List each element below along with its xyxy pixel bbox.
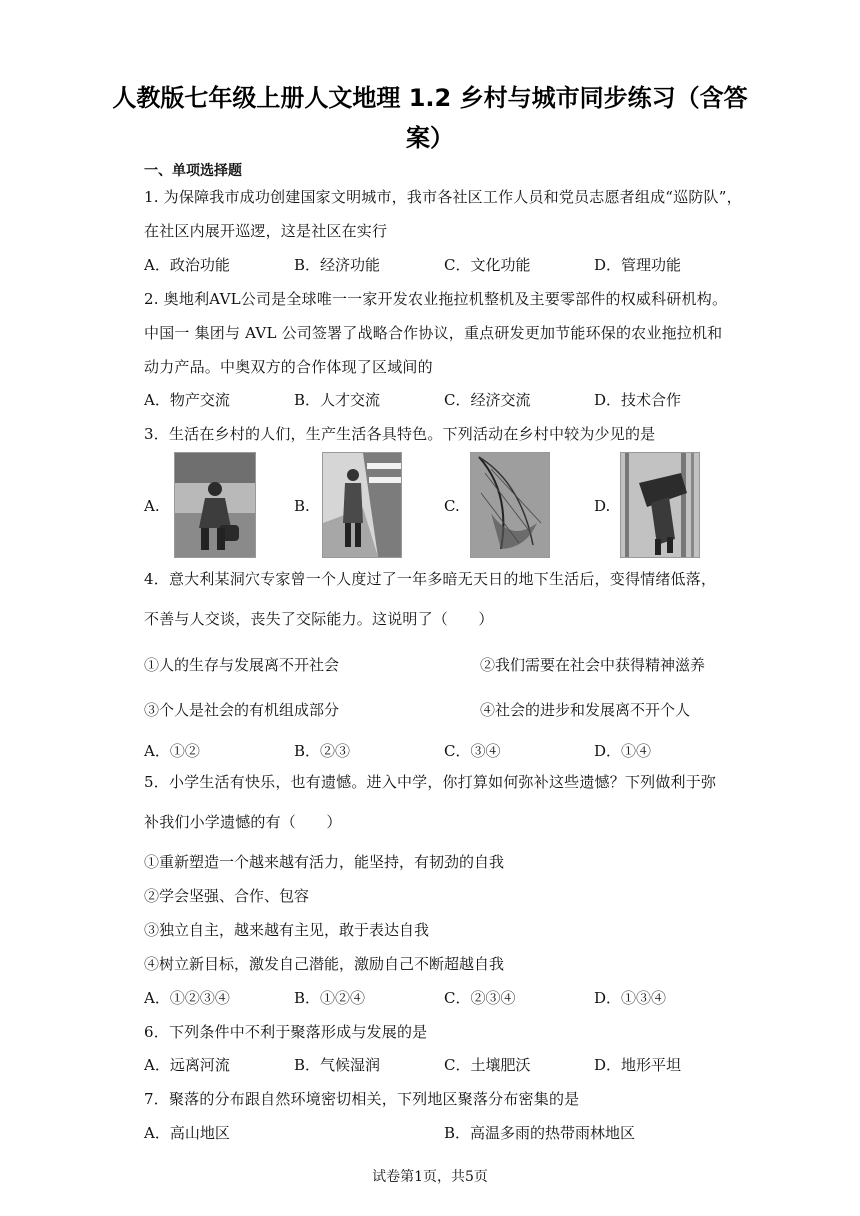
q6-option-a: A．远离河流 bbox=[144, 1056, 230, 1074]
q2-option-d: D．技术合作 bbox=[594, 391, 682, 409]
q4-statement-1: ①人的生存与发展离不开社会 bbox=[144, 656, 340, 674]
q6-stem-line-1: 6．下列条件中不利于聚落形成与发展的是 bbox=[144, 1023, 428, 1041]
q5-option-a: A．①②③④ bbox=[144, 989, 230, 1007]
firewood-carrying-photo bbox=[620, 452, 700, 558]
q7-option-b: B．高温多雨的热带雨林地区 bbox=[444, 1124, 636, 1142]
q5-option-b: B．①②④ bbox=[294, 989, 366, 1007]
q2-stem-line-3: 动力产品。中奥双方的合作体现了区域间的 bbox=[144, 358, 433, 376]
q2-stem-line-1: 2. 奥地利AVL公司是全球唯一一家开发农业拖拉机整机及主要零部件的权威科研机构。 bbox=[144, 290, 728, 308]
q3-option-c: C. bbox=[444, 497, 460, 515]
q7-stem-line-1: 7．聚落的分布跟自然环境密切相关，下列地区聚落分布密集的是 bbox=[144, 1090, 580, 1108]
q2-stem-line-2: 中国一 集团与 AVL 公司签署了战略合作协议，重点研发更加节能环保的农业拖拉机和 bbox=[144, 324, 723, 342]
q5-stem-line-2: 补我们小学遗憾的有（ ） bbox=[144, 813, 342, 831]
q4-statement-2: ②我们需要在社会中获得精神滋养 bbox=[480, 656, 706, 674]
page-footer: 试卷第1页，共5页 bbox=[372, 1169, 488, 1185]
q4-option-b: B．②③ bbox=[294, 742, 351, 760]
q2-option-c: C．经济交流 bbox=[444, 391, 531, 409]
q5-statement-4: ④树立新目标，激发自己潜能，激励自己不断超越自我 bbox=[144, 955, 505, 973]
page-title-line-2: 案） bbox=[406, 124, 454, 152]
q6-option-d: D．地形平坦 bbox=[594, 1056, 682, 1074]
q3-option-b: B. bbox=[294, 497, 310, 515]
q4-statement-3: ③个人是社会的有机组成部分 bbox=[144, 701, 340, 719]
q2-option-a: A．物产交流 bbox=[144, 391, 230, 409]
q5-statement-2: ②学会坚强、合作、包容 bbox=[144, 887, 310, 905]
q5-option-d: D．①③④ bbox=[594, 989, 667, 1007]
q5-statement-3: ③独立自主，越来越有主见，敢于表达自我 bbox=[144, 921, 430, 939]
farmer-harvesting-photo bbox=[174, 452, 256, 558]
subway-commuter-photo bbox=[322, 452, 402, 558]
q1-stem-line-2: 在社区内展开巡逻，这是社区在实行 bbox=[144, 222, 388, 240]
q1-option-a: A．政治功能 bbox=[144, 256, 230, 274]
q4-option-c: C．③④ bbox=[444, 742, 501, 760]
q3-stem-line-1: 3．生活在乡村的人们，生产生活各具特色。下列活动在乡村中较为少见的是 bbox=[144, 425, 656, 443]
q7-option-a: A．高山地区 bbox=[144, 1124, 230, 1142]
section-heading: 一、单项选择题 bbox=[144, 163, 242, 179]
q4-stem-line-1: 4．意大利某洞穴专家曾一个人度过了一年多暗无天日的地下生活后，变得情绪低落， bbox=[144, 570, 717, 588]
q5-stem-line-1: 5．小学生活有快乐，也有遗憾。进入中学，你打算如何弥补这些遗憾？下列做利于弥 bbox=[144, 773, 717, 791]
q6-option-b: B．气候湿润 bbox=[294, 1056, 381, 1074]
q4-stem-line-2: 不善与人交谈，丧失了交际能力。这说明了（ ） bbox=[144, 610, 494, 628]
q6-option-c: C．土壤肥沃 bbox=[444, 1056, 531, 1074]
fishing-net-photo bbox=[470, 452, 550, 558]
q4-option-a: A．①② bbox=[144, 742, 200, 760]
q2-option-b: B．人才交流 bbox=[294, 391, 381, 409]
q4-statement-4: ④社会的进步和发展离不开个人 bbox=[480, 701, 691, 719]
q1-stem-line-1: 1. 为保障我市成功创建国家文明城市，我市各社区工作人员和党员志愿者组成“巡防队”， bbox=[144, 188, 742, 206]
q4-option-d: D．①④ bbox=[594, 742, 652, 760]
q5-statement-1: ①重新塑造一个越来越有活力，能坚持，有韧劲的自我 bbox=[144, 853, 505, 871]
page-title-line-1: 人教版七年级上册人文地理 1.2 乡村与城市同步练习（含答 bbox=[112, 84, 748, 112]
q5-option-c: C．②③④ bbox=[444, 989, 516, 1007]
q3-option-a: A. bbox=[144, 497, 160, 515]
q1-option-c: C．文化功能 bbox=[444, 256, 531, 274]
q3-option-d: D. bbox=[594, 497, 611, 515]
q1-option-d: D．管理功能 bbox=[594, 256, 682, 274]
q1-option-b: B．经济功能 bbox=[294, 256, 381, 274]
